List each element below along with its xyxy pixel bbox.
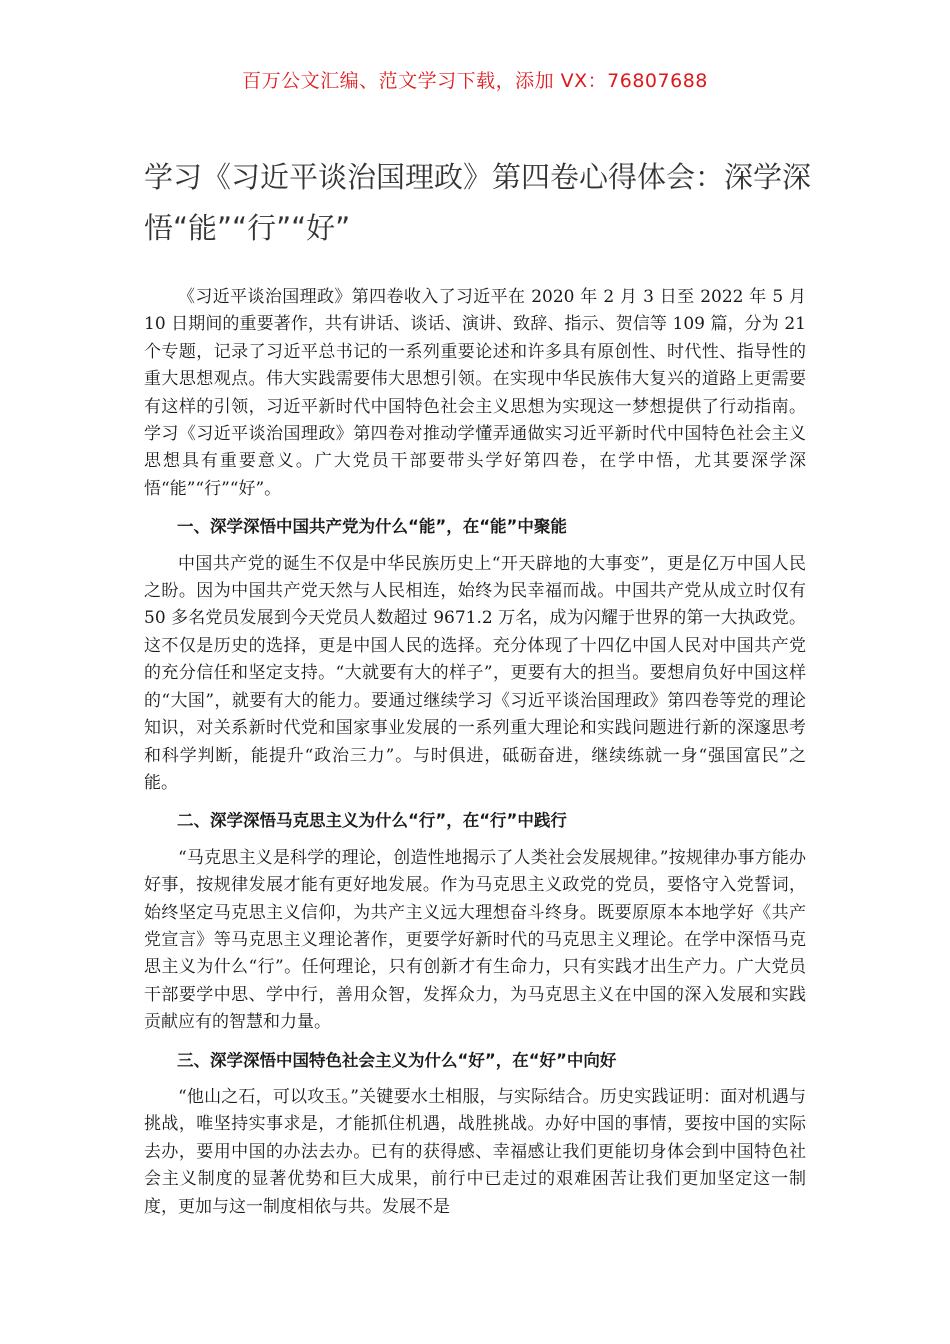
intro-paragraph: 《习近平谈治国理政》第四卷收入了习近平在 2020 年 2 月 3 日至 2022 年 5 月 10 日期间的重要著作，共有讲话、谈话、演讲、致辞、指示、贺信等 109 篇，分为 21 个专题，记录了习近平总书记的一系列重要论述和许多具有原创性、时代性、指导性的重大思想观点。伟大实践需要伟大思想引领。在实现中华民族伟大复兴的道路上更需要有这样的引领，习近平新时代中国特色社会主义思想为实现这一梦想提供了行动指南。学习《习近平谈治国理政》第四卷对推动学懂弄通做实习近平新时代中国特色社会主义思想具有重要意义。广大党员干部要带头学好第四卷，在学中悟，尤其要深学深悟“能”“行”“好”。 bbox=[144, 287, 806, 499]
section-paragraph: “马克思主义是科学的理论，创造性地揭示了人类社会发展规律。”按规律办事方能办好事，按规律发展才能有更好地发展。作为马克思主义政党的党员，要恪守入党誓词，始终坚定马克思主义信仰，为共产主义远大理想奋斗终身。既要原原本本地学好《共产党宣言》等马克思主义理论著作，更要学好新时代的马克思主义理论。在学中深悟马克思主义为什么“行”。任何理论，只有创新才有生命力，只有实践才出生产力。广大党员干部要学中思、学中行，善用众智，发挥众力，为马克思主义在中国的深入发展和实践贡献应有的智慧和力量。 bbox=[144, 847, 806, 1033]
watermark-banner: 百万公文汇编、范文学习下载，添加 VX：76807688 bbox=[242, 70, 708, 92]
section-heading: 一、深学深悟中国共产党为什么“能”，在“能”中聚能 bbox=[177, 517, 567, 537]
section-heading: 三、深学深悟中国特色社会主义为什么“好”，在“好”中向好 bbox=[177, 1050, 617, 1070]
document-title: 学习《习近平谈治国理政》第四卷心得体会：深学深悟“能”“行”“好” bbox=[144, 160, 812, 245]
section-paragraph: 中国共产党的诞生不仅是中华民族历史上“开天辟地的大事变”，更是亿万中国人民之盼。因为中国共产党天然与人民相连，始终为民幸福而战。中国共产党从成立时仅有 50 多名党员发展到今天党员人数超过 9671.2 万名，成为闪耀于世界的第一大执政党。这不仅是历史的选择，更是中国人民的选择。充分体现了十四亿中国人民对中国共产党的充分信任和坚定支持。“大就要有大的样子”，更要有大的担当。要想肩负好中国这样的“大国”，就要有大的能力。要通过继续学习《习近平谈治国理政》第四卷等党的理论知识，对关系新时代党和国家事业发展的一系列重大理论和实践问题进行新的深邃思考和科学判断，能提升“政治三力”。与时俱进，砥砺奋进，继续练就一身“强国富民”之能。 bbox=[144, 553, 806, 793]
section-paragraph: “他山之石，可以攻玉。”关键要水土相服，与实际结合。历史实践证明：面对机遇与挑战，唯坚持实事求是，才能抓住机遇，战胜挑战。办好中国的事情，要按中国的实际去办，要用中国的办法去办。已有的获得感、幸福感让我们更能切身体会到中国特色社会主义制度的显著优势和巨大成果，前行中已走过的艰难困苦让我们更加坚定这一制度，更加与这一制度相依与共。发展不是 bbox=[144, 1086, 806, 1217]
section-heading: 二、深学深悟马克思主义为什么“行”，在“行”中践行 bbox=[177, 811, 567, 831]
document-body bbox=[144, 284, 806, 1231]
